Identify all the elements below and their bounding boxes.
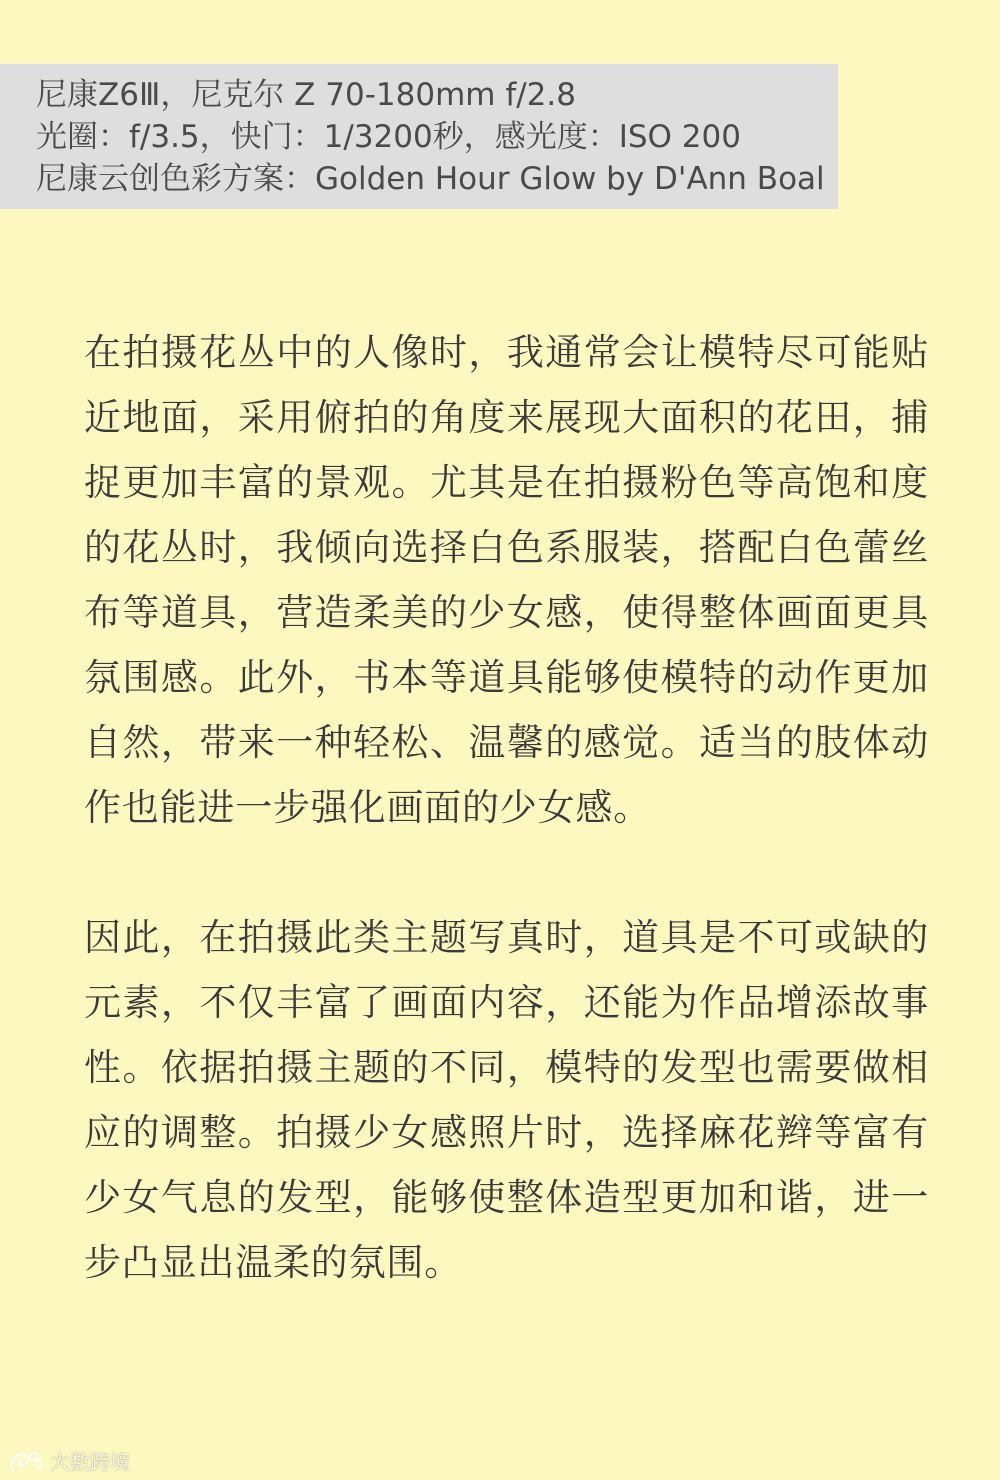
logo-icon bbox=[8, 1449, 44, 1473]
watermark-text: 大数跨境 bbox=[50, 1450, 130, 1474]
photo-caption-box bbox=[0, 64, 838, 209]
caption-color-profile: 尼康云创色彩方案：Golden Hour Glow by D'Ann Boal bbox=[36, 161, 825, 197]
article-paragraph-1: 在拍摄花丛中的人像时，我通常会让模特尽可能贴近地面，采用俯拍的角度来展现大面积的花田，捕捉更加丰富的景观。尤其是在拍摄粉色等高饱和度的花丛时，我倾向选择白色系服装，搭配白色蕾丝布等道具，营造柔美的少女感，使得整体画面更具氛围感。此外，书本等道具能够使模特的动作更加自然，带来一种轻松、温馨的感觉。适当的肢体动作也能进一步强化画面的少女感。 bbox=[84, 331, 929, 829]
caption-exposure-settings: 光圈：f/3.5，快门：1/3200秒，感光度：ISO 200 bbox=[36, 119, 741, 155]
article-body bbox=[84, 320, 929, 1295]
watermark bbox=[8, 1446, 130, 1475]
article-paragraph-2: 因此，在拍摄此类主题写真时，道具是不可或缺的元素，不仅丰富了画面内容，还能为作品增添故事性。依据拍摄主题的不同，模特的发型也需要做相应的调整。拍摄少女感照片时，选择麻花辫等富有少女气息的发型，能够使整体造型更加和谐，进一步凸显出温柔的氛围。 bbox=[84, 916, 929, 1284]
caption-camera-lens: 尼康Z6Ⅲ，尼克尔 Z 70-180mm f/2.8 bbox=[36, 77, 576, 113]
